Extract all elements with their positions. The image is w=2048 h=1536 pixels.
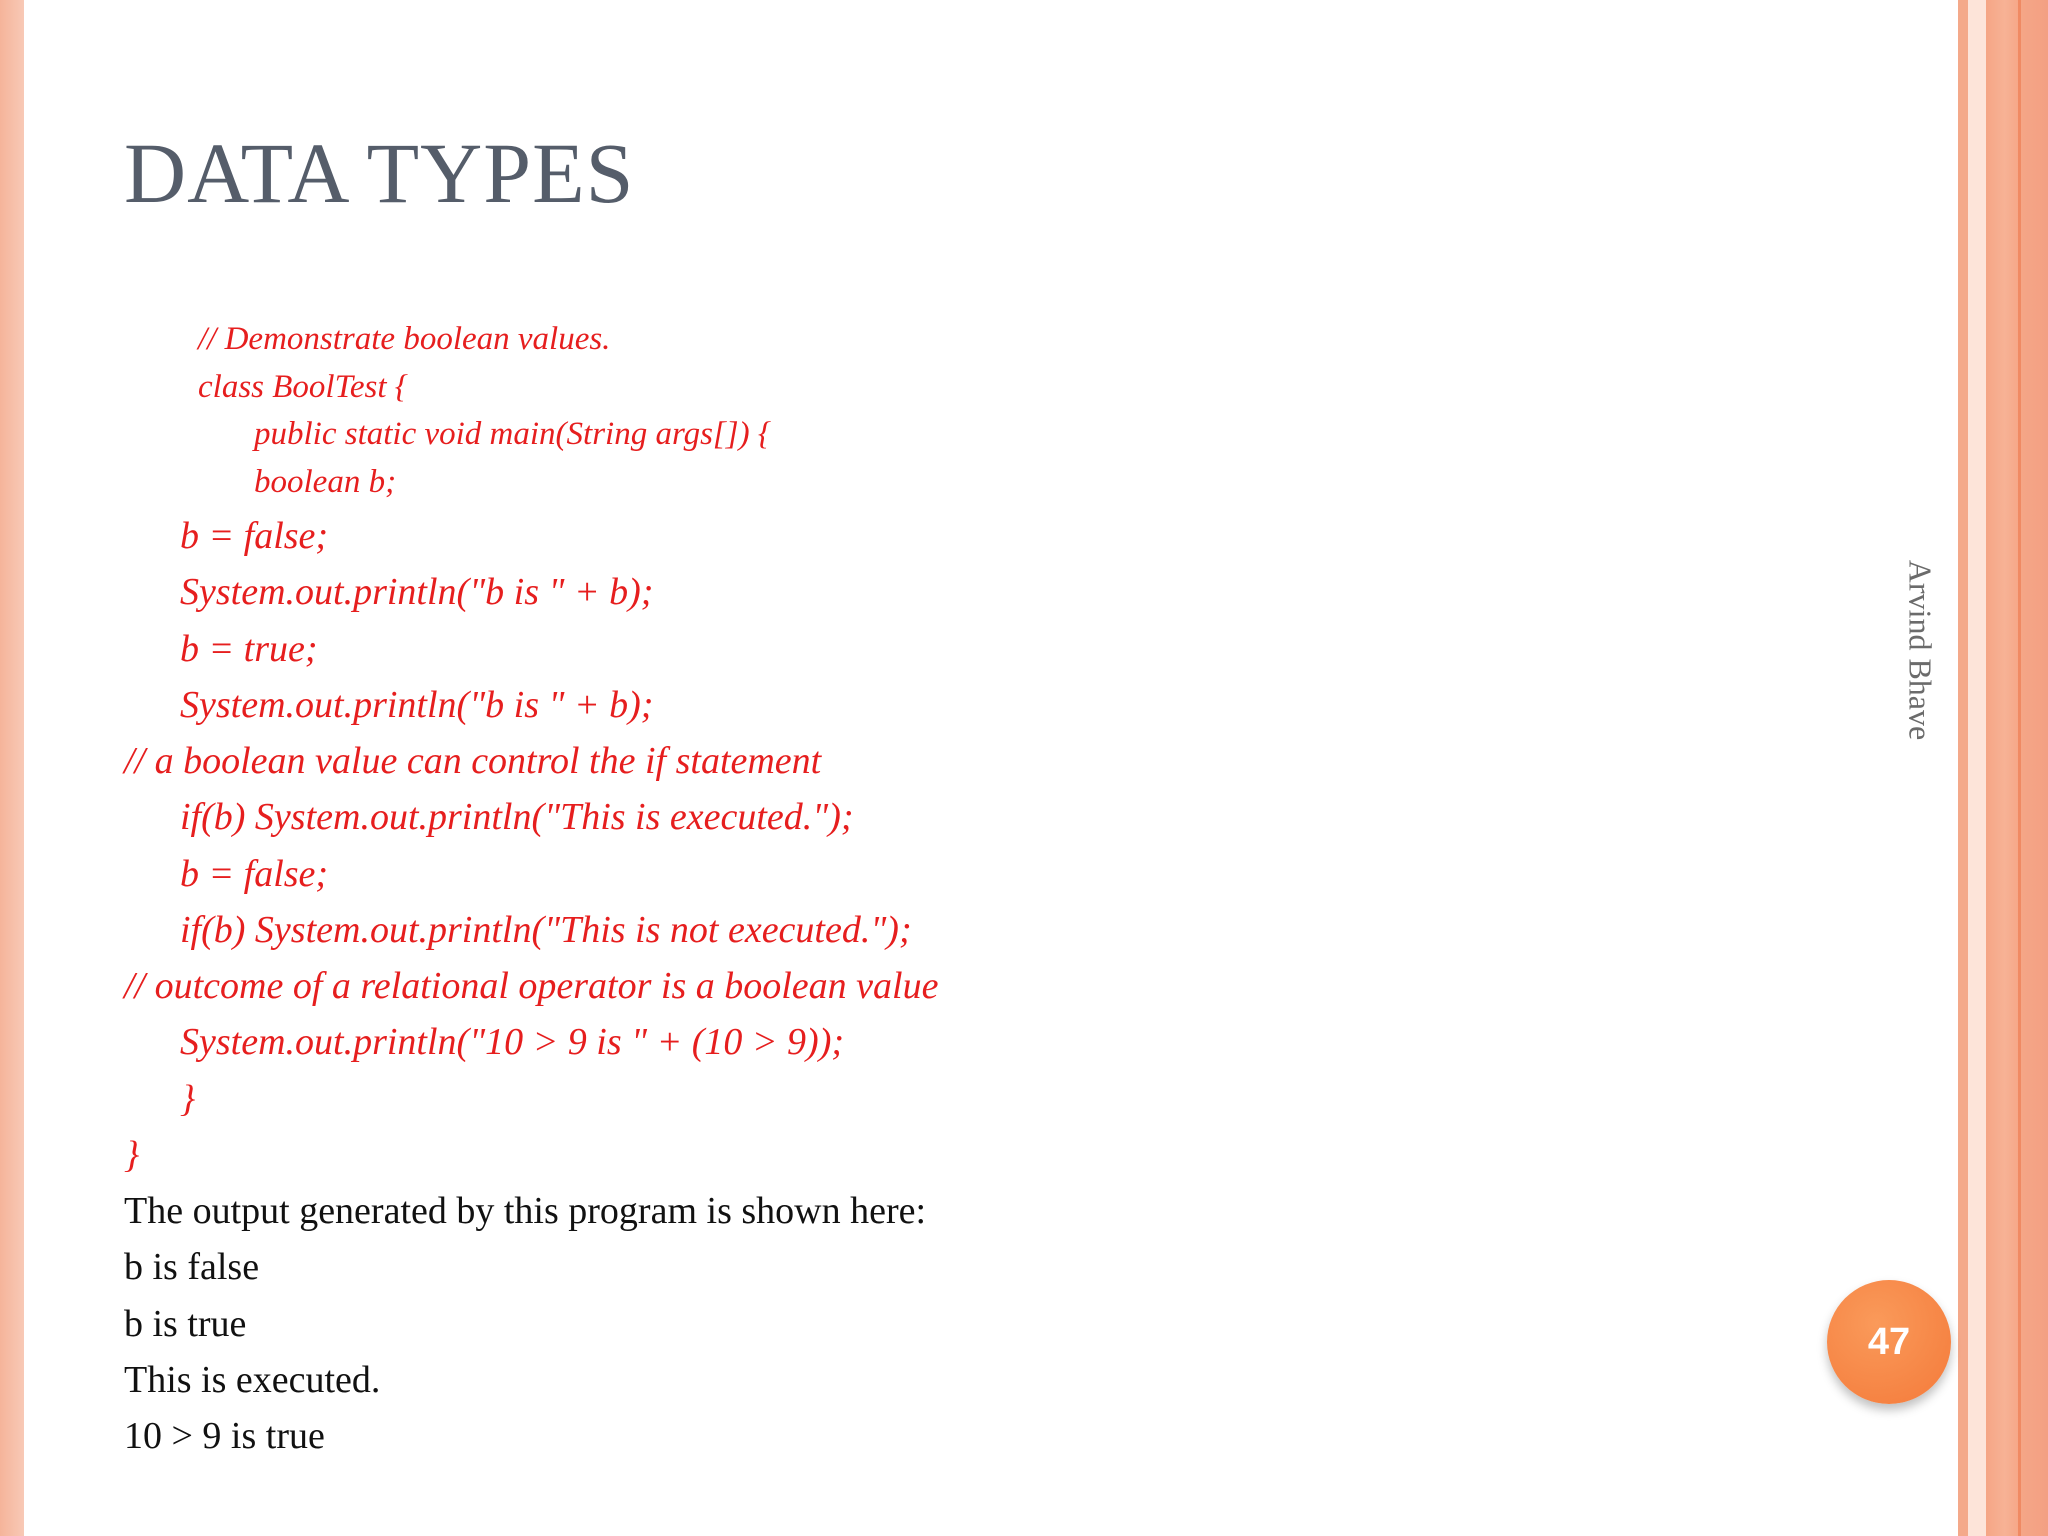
page-number-badge (1827, 1280, 1951, 1404)
output-intro: The output generated by this program is shown here: (124, 1190, 927, 1232)
page-number: 47 (1867, 1320, 1911, 1363)
code-line: System.out.println("b is " + b); (180, 684, 654, 726)
output-line: b is true (124, 1303, 247, 1345)
code-line: if(b) System.out.println("This is not executed."); (180, 909, 912, 951)
right-decor-line (2018, 0, 2021, 1536)
author-name: Arvind Bhave (1902, 559, 1939, 741)
code-line: b = false; (180, 515, 329, 557)
right-decor-strip (1968, 0, 1986, 1536)
code-line: System.out.println("10 > 9 is " + (10 > 9)); (180, 1021, 844, 1063)
code-line: class BoolTest { (198, 369, 409, 405)
right-decor-strip (1958, 0, 1968, 1536)
code-comment: // a boolean value can control the if statement (124, 740, 822, 782)
output-line: b is false (124, 1246, 260, 1288)
slide-title: DATA TYPES (124, 125, 635, 221)
right-decor-strip (1986, 0, 2048, 1536)
code-brace: } (124, 1134, 140, 1176)
code-line: if(b) System.out.println("This is executed."); (180, 796, 854, 838)
code-line: // Demonstrate boolean values. (198, 321, 611, 357)
code-line: public static void main(String args[]) { (254, 416, 772, 452)
code-line: b = true; (180, 628, 318, 670)
code-line: boolean b; (254, 464, 397, 500)
output-line: 10 > 9 is true (124, 1415, 325, 1457)
code-comment: // outcome of a relational operator is a boolean value (124, 965, 939, 1007)
output-line: This is executed. (124, 1359, 381, 1401)
code-line: System.out.println("b is " + b); (180, 571, 654, 613)
code-brace: } (180, 1078, 196, 1120)
left-border (0, 0, 24, 1536)
code-line: b = false; (180, 853, 329, 895)
